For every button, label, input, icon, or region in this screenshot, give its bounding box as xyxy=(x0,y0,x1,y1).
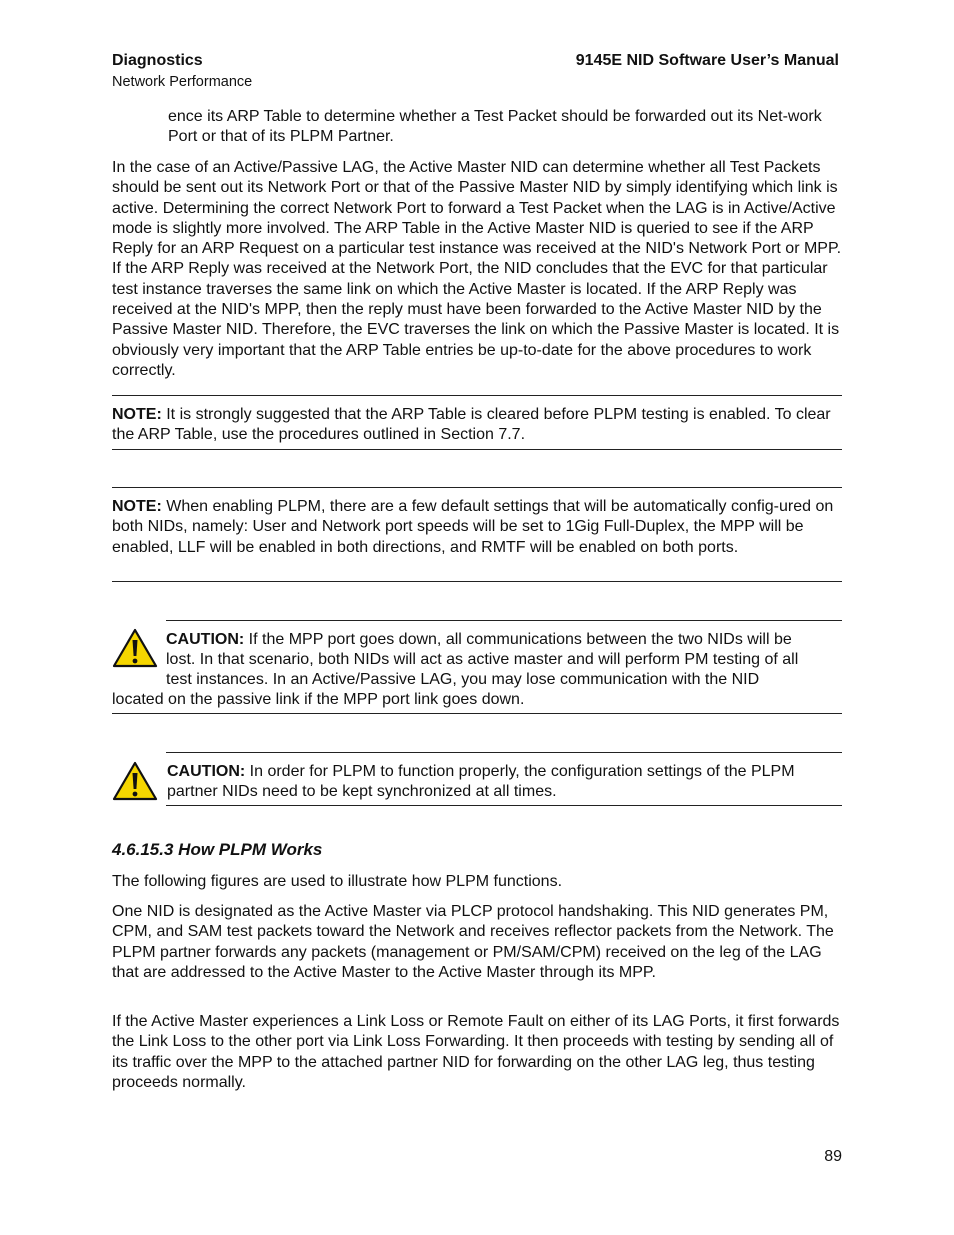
note1-bottom-rule xyxy=(112,449,842,450)
caution1-line4: located on the passive link if the MPP port link goes down. xyxy=(112,691,525,708)
paragraph-figures: The following figures are used to illustrate how PLPM functions. xyxy=(112,873,563,890)
caution-triangle-icon xyxy=(112,761,158,801)
header-subsection: Network Performance xyxy=(112,74,253,90)
caution1-top-rule xyxy=(166,620,842,621)
note1-top-rule xyxy=(112,395,842,396)
continued-paragraph: ence its ARP Table to determine whether a Test Packet should be forwarded out its Net-work Port or that of its PLPM Partner. xyxy=(168,108,822,146)
caution2-label: CAUTION: xyxy=(167,763,246,780)
note2 xyxy=(112,497,842,558)
caution1-bottom-rule xyxy=(112,713,842,714)
caution2-top-rule xyxy=(166,752,842,753)
caution2-line2: partner NIDs need to be kept synchronized at all times. xyxy=(167,783,557,800)
note2-label: NOTE: xyxy=(112,498,162,515)
page-number: 89 xyxy=(824,1148,842,1165)
note1-text: It is strongly suggested that the ARP Table is cleared before PLPM testing is enabled. To clear the ARP Table, use the procedures outlined in Section 7.7. xyxy=(112,406,831,444)
caution1-line3: test instances. In an Active/Passive LAG, you may lose communication with the NID xyxy=(166,671,760,688)
header-section: Diagnostics xyxy=(112,52,203,69)
caution1-line2: lost. In that scenario, both NIDs will act as active master and will perform PM testing of all xyxy=(166,651,799,668)
note2-text: When enabling PLPM, there are a few default settings that will be automatically config-ured on both NIDs, namely: User and Network port speeds will be set to 1Gig Full-Duplex, the MPP will be enabled, LLF will be enabled in both directions, and RMTF will be enabled on both ports. xyxy=(112,498,834,556)
note1-label: NOTE: xyxy=(112,406,162,423)
note1 xyxy=(112,405,842,446)
caution2-text-1: In order for PLPM to function properly, the configuration settings of the PLPM xyxy=(245,763,795,780)
paragraph-active-master: One NID is designated as the Active Master via PLCP protocol handshaking. This NID generates PM, CPM, and SAM test packets toward the Network and receives reflector packets from the Network. The PLPM partner forwards any packets (management or PM/SAM/CPM) received on the leg of the LAG that are addressed to the Active Master to the Active Master through its MPP. xyxy=(112,903,834,981)
caution-triangle-icon xyxy=(112,628,158,668)
paragraph-link-loss: If the Active Master experiences a Link Loss or Remote Fault on either of its LAG Ports, it first forwards the Link Loss to the other port via Link Loss Forwarding. It then proceeds with testing by sending all of its traffic over the MPP to the attached partner NID for forwarding on the other LAG leg, thus testing proceeds normally. xyxy=(112,1013,840,1091)
header-manual-title: 9145E NID Software User’s Manual xyxy=(575,52,839,69)
caution1-line1 xyxy=(166,630,846,650)
section-heading: 4.6.15.3 How PLPM Works xyxy=(112,840,323,859)
note2-top-rule xyxy=(112,487,842,488)
caution1-label: CAUTION: xyxy=(166,631,245,648)
note2-bottom-rule xyxy=(112,581,842,582)
caution2-line1 xyxy=(167,762,847,782)
caution2-bottom-rule xyxy=(166,805,842,806)
paragraph-lag: In the case of an Active/Passive LAG, the Active Master NID can determine whether all Test Packets should be sent out its Network Port or that of the Passive Master NID by simply identifying which link is active. Determining the correct Network Port to forward a Test Packet when the LAG is in Active/Active mode is slightly more involved. The ARP Table in the Active Master NID is queried to see if the ARP Reply for an ARP Request on a particular test instance was received at the NID's Network Port or MPP. If the ARP Reply was received at the Network Port, the NID concludes that the EVC for that particular test instance traverses the same link on which the Active Master is located. If the ARP Reply was received at the NID's MPP, then the reply must have been forwarded to the Active Master NID by the Passive Master NID. Therefore, the EVC traverses the link on which the Passive Master is located. It is obviously very important that the ARP Table entries be up-to-date for the above procedures to work correctly. xyxy=(112,159,842,379)
caution1-text-1: If the MPP port goes down, all communications between the two NIDs will be xyxy=(244,631,792,648)
